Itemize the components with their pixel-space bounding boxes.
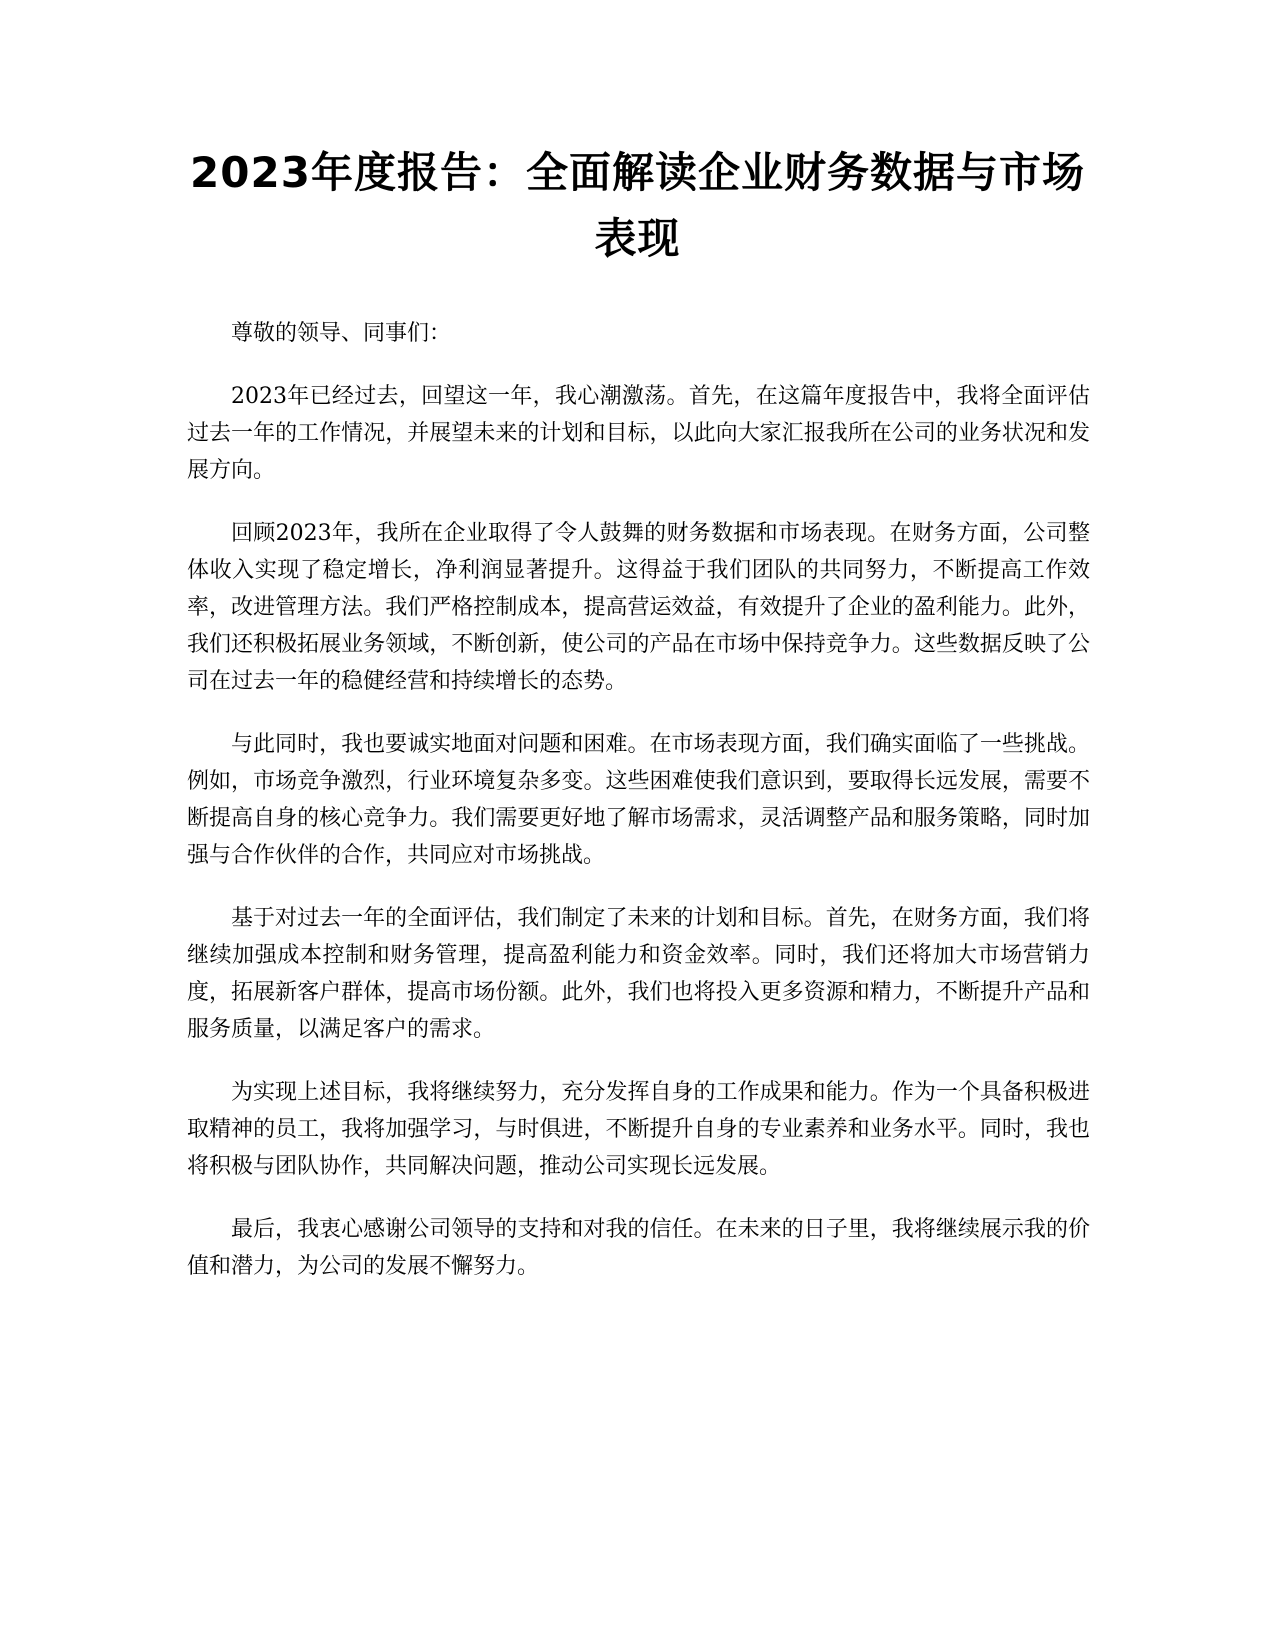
- document-title: 2023年度报告：全面解读企业财务数据与市场表现: [190, 148, 1085, 263]
- closing-paragraph: 最后，我衷心感谢公司领导的支持和对我的信任。在未来的日子里，我将继续展示我的价值和潜力，为公司的发展不懈努力。: [187, 1217, 1090, 1279]
- body-paragraph: 回顾2023年，我所在企业取得了令人鼓舞的财务数据和市场表现。在财务方面，公司整体收入实现了稳定增长，净利润显著提升。这得益于我们团队的共同努力，不断提高工作效率，改进管理方法。我们严格控制成本，提高营运效益，有效提升了企业的盈利能力。此外，我们还积极拓展业务领域，不断创新，使公司的产品在市场中保持竞争力。这些数据反映了公司在过去一年的稳健经营和持续增长的态势。: [187, 521, 1090, 694]
- body-paragraph: 基于对过去一年的全面评估，我们制定了未来的计划和目标。首先，在财务方面，我们将继续加强成本控制和财务管理，提高盈利能力和资金效率。同时，我们还将加大市场营销力度，拓展新客户群体，提高市场份额。此外，我们也将投入更多资源和精力，不断提升产品和服务质量，以满足客户的需求。: [187, 906, 1090, 1042]
- body-paragraph: 为实现上述目标，我将继续努力，充分发挥自身的工作成果和能力。作为一个具备积极进取精神的员工，我将加强学习，与时俱进，不断提升自身的专业素养和业务水平。同时，我也将积极与团队协作，共同解决问题，推动公司实现长远发展。: [187, 1080, 1090, 1179]
- salutation-paragraph: 尊敬的领导、同事们：: [231, 321, 452, 346]
- document-body: [187, 315, 1090, 1311]
- body-paragraph: 与此同时，我也要诚实地面对问题和困难。在市场表现方面，我们确实面临了一些挑战。例如，市场竞争激烈，行业环境复杂多变。这些困难使我们意识到，要取得长远发展，需要不断提高自身的核心竞争力。我们需要更好地了解市场需求，灵活调整产品和服务策略，同时加强与合作伙伴的合作，共同应对市场挑战。: [187, 732, 1090, 868]
- body-paragraph: 2023年已经过去，回望这一年，我心潮激荡。首先，在这篇年度报告中，我将全面评估过去一年的工作情况，并展望未来的计划和目标，以此向大家汇报我所在公司的业务状况和发展方向。: [187, 384, 1090, 483]
